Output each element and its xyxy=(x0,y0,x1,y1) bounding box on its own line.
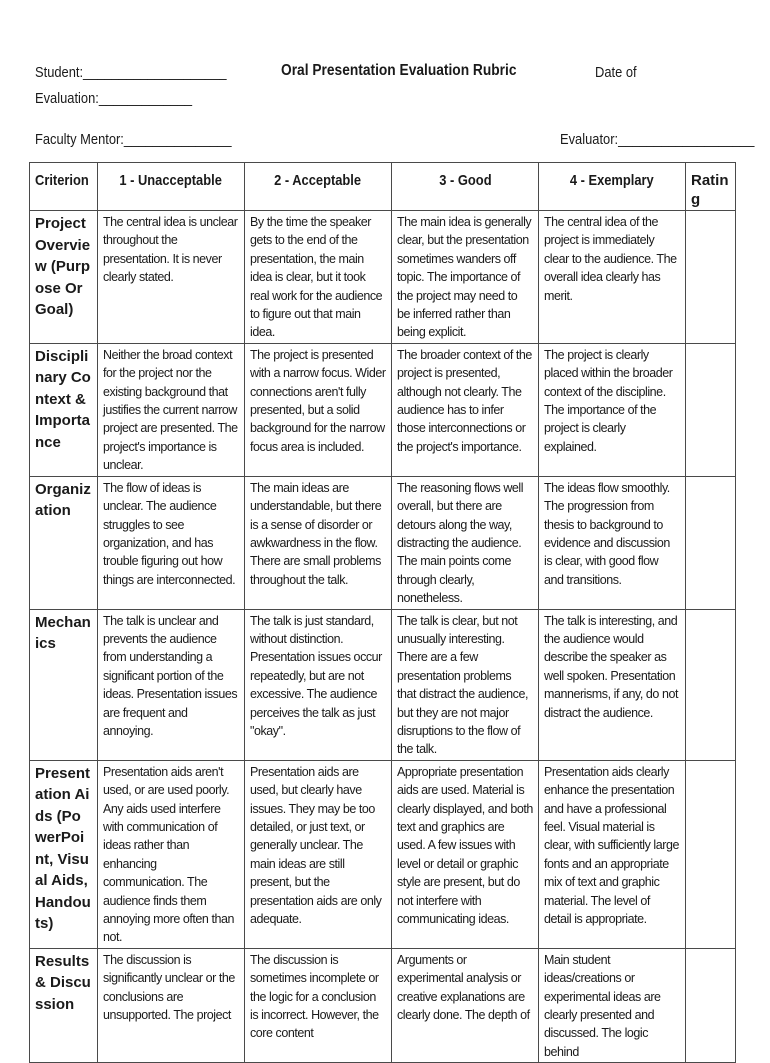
criterion-label: Organization xyxy=(30,476,98,609)
score-3-cell: The main idea is generally clear, but the presentation sometimes wanders off topic. The importance of the project may need to be inferred rather than being explicit. xyxy=(392,211,539,344)
date-of-label: Date of xyxy=(595,64,637,81)
rating-cell[interactable] xyxy=(686,760,736,948)
score-2-cell: The discussion is sometimes incomplete or the logic for a conclusion is incorrect. However, the core content xyxy=(245,948,392,1062)
column-header-rating: Rating xyxy=(686,163,736,211)
table-row xyxy=(30,343,736,476)
score-1-cell: The talk is unclear and prevents the audience from understanding a significant portion of the ideas. Presentation issues are frequent and annoying. xyxy=(98,609,245,760)
score-1-cell: Presentation aids aren't used, or are used poorly. Any aids used interfere with communication of ideas rather than enhancing communication. The audience finds them annoying more often than not. xyxy=(98,760,245,948)
score-1-cell: The discussion is significantly unclear or the conclusions are unsupported. The project xyxy=(98,948,245,1062)
evaluator-field: Evaluator:___________________ xyxy=(560,131,755,148)
score-2-cell: Presentation aids are used, but clearly have issues. They may be too detailed, or just text, or generally unclear. The main ideas are still present, but the presentation aids are only adequate. xyxy=(245,760,392,948)
page-title: Oral Presentation Evaluation Rubric xyxy=(281,62,517,79)
score-1-cell: The flow of ideas is unclear. The audience struggles to see organization, and has trouble figuring out how things are interconnected. xyxy=(98,476,245,609)
score-1-cell: Neither the broad context for the project nor the existing background that justifies the current narrow project are presented. The project's importance is unclear. xyxy=(98,343,245,476)
score-2-cell: The main ideas are understandable, but there is a sense of disorder or awkwardness in the flow. There are small problems throughout the talk. xyxy=(245,476,392,609)
column-header-good: 3 - Good xyxy=(392,163,539,211)
score-3-cell: The broader context of the project is presented, although not clearly. The audience has to infer those interconnections or the project's importance. xyxy=(392,343,539,476)
rating-cell[interactable] xyxy=(686,211,736,344)
score-1-cell: The central idea is unclear throughout the presentation. It is never clearly stated. xyxy=(98,211,245,344)
rating-cell[interactable] xyxy=(686,948,736,1062)
score-2-cell: The talk is just standard, without distinction. Presentation issues occur repeatedly, but are not excessive. The audience perceives the talk as just "okay". xyxy=(245,609,392,760)
score-4-cell: Main student ideas/creations or experimental ideas are clearly presented and discussed. The logic behind xyxy=(539,948,686,1062)
criterion-label: Results & Discussion xyxy=(30,948,98,1062)
score-3-cell: The talk is clear, but not unusually interesting. There are a few presentation problems that distract the audience, but they are not major disruptions to the flow of the talk. xyxy=(392,609,539,760)
student-field: Student:____________________ xyxy=(35,64,227,81)
column-header-acceptable: 2 - Acceptable xyxy=(245,163,392,211)
criterion-label: Presentation Aids (PowerPoint, Visual Aids, Handouts) xyxy=(30,760,98,948)
column-header-criterion: Criterion xyxy=(30,163,98,211)
column-header-exemplary: 4 - Exemplary xyxy=(539,163,686,211)
column-header-unacceptable: 1 - Unacceptable xyxy=(98,163,245,211)
score-2-cell: The project is presented with a narrow focus. Wider connections aren't fully presented, but a solid background for the narrow focus area is included. xyxy=(245,343,392,476)
score-4-cell: The project is clearly placed within the broader context of the discipline. The importance of the project is clearly explained. xyxy=(539,343,686,476)
score-3-cell: Appropriate presentation aids are used. Material is clearly displayed, and both text and graphics are used. A few issues with level or detail or graphic style are present, but do not interfere with communicating ideas. xyxy=(392,760,539,948)
rating-cell[interactable] xyxy=(686,476,736,609)
score-3-cell: Arguments or experimental analysis or creative explanations are clearly done. The depth of xyxy=(392,948,539,1062)
rubric-table xyxy=(29,162,736,1063)
criterion-label: Mechanics xyxy=(30,609,98,760)
score-4-cell: The ideas flow smoothly. The progression from thesis to background to evidence and discussion is clear, with good flow and transitions. xyxy=(539,476,686,609)
table-row xyxy=(30,211,736,344)
score-4-cell: The talk is interesting, and the audience would describe the speaker as well spoken. Presentation mannerisms, if any, do not distract the audience. xyxy=(539,609,686,760)
score-4-cell: The central idea of the project is immediately clear to the audience. The overall idea clearly has merit. xyxy=(539,211,686,344)
faculty-mentor-field: Faculty Mentor:_______________ xyxy=(35,131,232,148)
table-row xyxy=(30,760,736,948)
score-2-cell: By the time the speaker gets to the end of the presentation, the main idea is clear, but it took real work for the audience to figure out that main idea. xyxy=(245,211,392,344)
criterion-label: Project Overview (Purpose Or Goal) xyxy=(30,211,98,344)
rating-cell[interactable] xyxy=(686,343,736,476)
rating-cell[interactable] xyxy=(686,609,736,760)
score-3-cell: The reasoning flows well overall, but there are detours along the way, distracting the audience. The main points come through clearly, nonetheless. xyxy=(392,476,539,609)
score-4-cell: Presentation aids clearly enhance the presentation and have a professional feel. Visual material is clear, with sufficiently large fonts and an appropriate mix of text and graphic material. The level of detail is appropriate. xyxy=(539,760,686,948)
header-row xyxy=(30,163,736,211)
criterion-label: Disciplinary Context & Importance xyxy=(30,343,98,476)
table-row xyxy=(30,476,736,609)
evaluation-field: Evaluation:_____________ xyxy=(35,90,193,107)
table-row xyxy=(30,609,736,760)
table-row xyxy=(30,948,736,1062)
